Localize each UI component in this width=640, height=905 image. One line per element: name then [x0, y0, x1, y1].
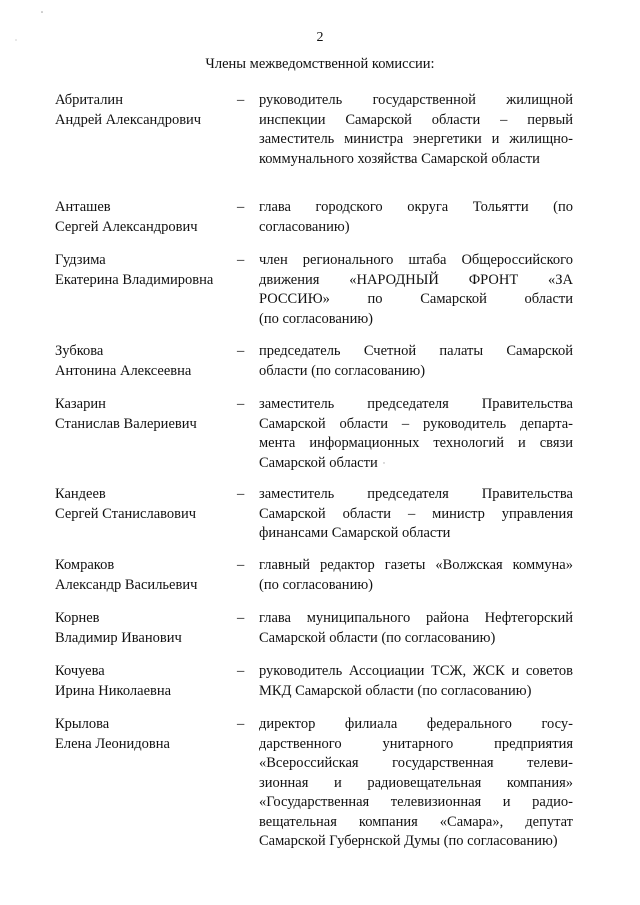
member-surname: Абриталин [55, 92, 123, 108]
member-surname: Анташев [55, 199, 111, 215]
member-dash: – [237, 716, 245, 732]
member-role-line: дарственного унитарного предприятия [259, 735, 573, 752]
member-role-line: движения «НАРОДНЫЙ ФРОНТ «ЗА [259, 271, 573, 288]
member-role-line: области (по согласованию) [259, 362, 426, 379]
member-given-names: Александр Васильевич [55, 576, 198, 593]
member-role-line: зионная и радиовещательная компания» [259, 774, 573, 791]
member-dash: – [237, 557, 245, 573]
member-role [259, 609, 573, 648]
member-given-names: Станислав Валериевич [55, 415, 197, 432]
member-role [259, 198, 573, 237]
member-role [259, 556, 573, 595]
member-role-line: председатель Счетной палаты Самарской [259, 343, 573, 359]
member-role-line: «Государственная телевизионная и радио- [259, 794, 573, 810]
document-heading: Члены межведомственной комиссии: [205, 56, 435, 72]
member-surname: Кандеев [55, 486, 106, 502]
member-given-names: Антонина Алексеевна [55, 362, 192, 379]
member-name [55, 342, 230, 381]
member-role-line: вещательная компания «Самара», депутат [259, 813, 573, 830]
member-dash: – [237, 610, 245, 626]
member-role-line: МКД Самарской области (по согласованию) [259, 682, 532, 699]
member-role [259, 342, 573, 381]
member-dash: – [237, 199, 245, 215]
member-role-line: финансами Самарской области [259, 525, 451, 541]
member-role-line: (по согласованию) [259, 310, 373, 327]
member-dash: – [237, 396, 245, 412]
member-role-line: член регионального штаба Общероссийского [259, 252, 573, 268]
member-role-line: заместитель председателя Правительства [259, 396, 573, 412]
member-surname: Корнев [55, 610, 100, 626]
member-name [55, 556, 230, 595]
member-role-line: Самарской области – министр управления [259, 505, 573, 522]
member-role [259, 715, 573, 852]
member-name [55, 662, 230, 701]
member-dash: – [237, 663, 245, 679]
member-role-line: глава городского округа Тольятти (по [259, 199, 573, 215]
member-role [259, 662, 573, 701]
member-role-line: «Всероссийская государственная телеви- [259, 755, 573, 771]
member-name [55, 395, 230, 434]
member-role [259, 251, 573, 329]
member-given-names: Владимир Иванович [55, 629, 182, 646]
member-surname: Зубкова [55, 343, 104, 359]
member-role-line: Самарской области – руководитель департа- [259, 415, 573, 432]
member-role [259, 485, 573, 544]
member-surname: Гудзима [55, 252, 106, 268]
member-role-line: руководитель Ассоциации ТСЖ, ЖСК и советов [259, 663, 573, 679]
member-name [55, 251, 230, 290]
member-role-line: руководитель государственной жилищной [259, 92, 573, 108]
member-given-names: Сергей Александрович [55, 218, 198, 235]
page-number: 2 [316, 30, 324, 45]
member-given-names: Андрей Александрович [55, 111, 202, 128]
member-role [259, 395, 573, 473]
member-dash: – [237, 486, 245, 502]
member-role-line: РОССИЮ» по Самарской области [259, 291, 573, 307]
member-name [55, 198, 230, 237]
member-given-names: Екатерина Владимировна [55, 271, 214, 288]
member-role-line: согласованию) [259, 218, 350, 235]
member-role-line: Самарской области (по согласованию) [259, 629, 496, 646]
member-role-line: коммунального хозяйства Самарской области [259, 150, 540, 167]
member-given-names: Сергей Станиславович [55, 505, 197, 522]
member-role-line: главный редактор газеты «Волжская коммуна» [259, 557, 573, 573]
member-name [55, 91, 230, 130]
member-given-names: Елена Леонидовна [55, 735, 170, 752]
member-role-line: Самарской Губернской Думы (по согласованию) [259, 833, 558, 849]
member-role-line: заместитель министра энергетики и жилищно- [259, 131, 573, 147]
member-role-line: глава муниципального района Нефтегорский [259, 610, 573, 626]
member-dash: – [237, 92, 245, 108]
member-dash: – [237, 252, 245, 268]
member-dash: – [237, 343, 245, 359]
member-surname: Комраков [55, 557, 115, 573]
member-role-line: мента информационных технологий и связи [259, 435, 573, 451]
member-surname: Кочуева [55, 663, 105, 679]
member-role-line: заместитель председателя Правительства [259, 486, 573, 502]
member-role [259, 91, 573, 169]
member-role-line: Самарской области [259, 454, 378, 471]
member-name [55, 609, 230, 648]
member-name [55, 715, 230, 754]
member-role-line: (по согласованию) [259, 576, 373, 593]
member-given-names: Ирина Николаевна [55, 682, 172, 699]
member-role-line: инспекции Самарской области – первый [259, 111, 573, 128]
member-role-line: директор филиала федерального госу- [259, 716, 573, 732]
member-surname: Казарин [55, 396, 106, 412]
member-name [55, 485, 230, 524]
member-surname: Крылова [55, 716, 110, 732]
